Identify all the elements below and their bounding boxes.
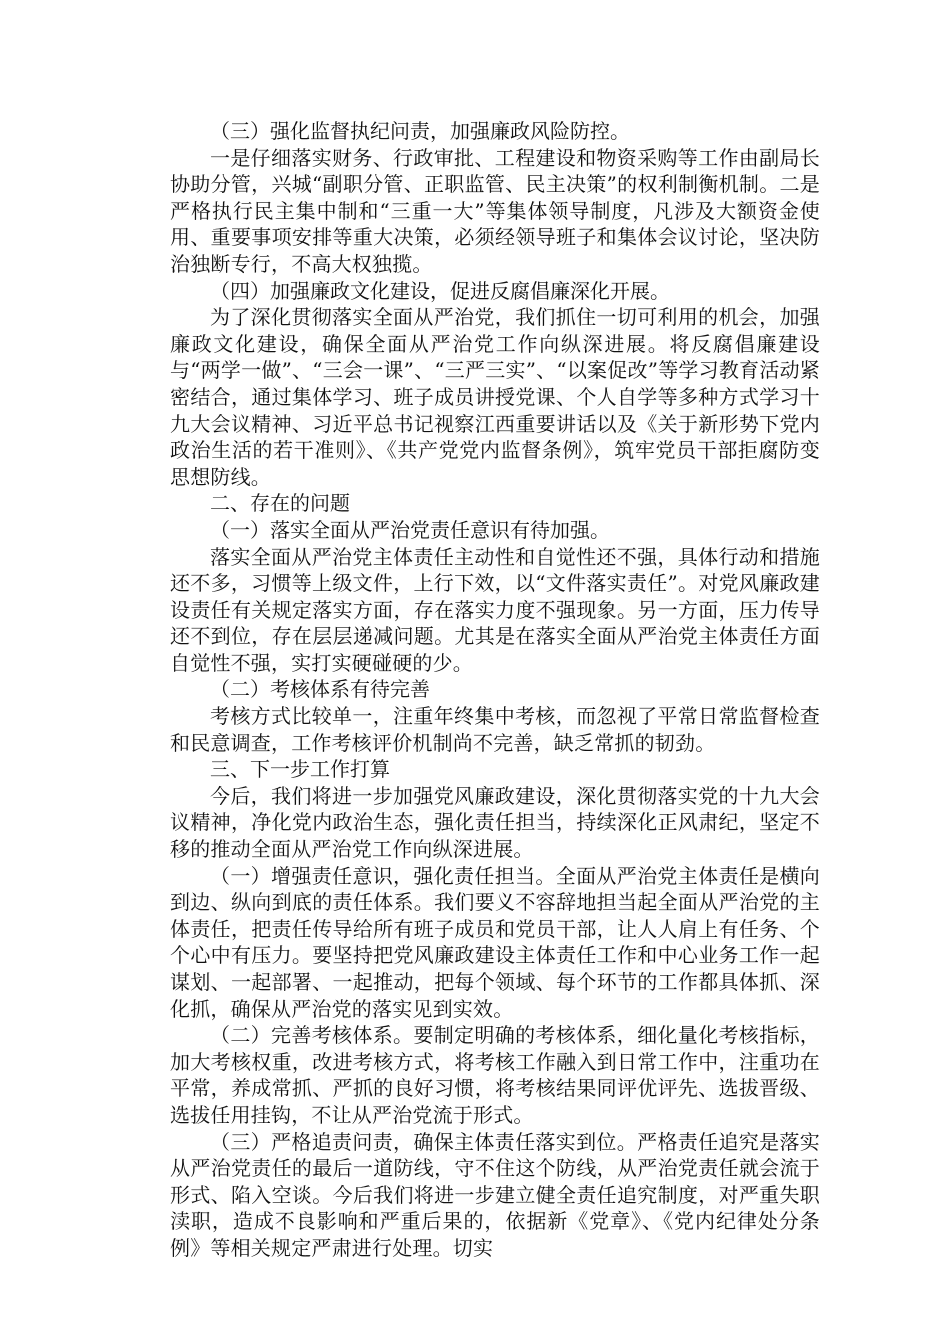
section-heading-next-steps: 三、下一步工作打算	[210, 757, 390, 782]
subheading-responsibility-awareness: （一）落实全面从严治党责任意识有待加强。	[210, 517, 610, 542]
paragraph-next-steps-three: （三）严格追责问责，确保主体责任落实到位。严格责任追究是落实从严治党责任的最后一道防线，守不住这个防线，从严治党责任就会流于形式、陷入空谈。今后我们将进一步建立健全责任追究制度，对严重失职渎职，造成不良影响和严重后果的，依据新《党章》、《党内纪律处分条例》等相关规定严肃进行处理。切实	[170, 1129, 820, 1260]
paragraph-next-steps-one: （一）增强责任意识，强化责任担当。全面从严治党主体责任是横向到边、纵向到底的责任体系。我们要义不容辞地担当起全面从严治党的主体责任，把责任传导给所有班子成员和党员干部，让人人肩上有任务、个个心中有压力。要坚持把党风廉政建设主体责任工作和中心业务工作一起谋划、一起部署、一起推动，把每个领域、每个环节的工作都具体抓、深化抓，确保从严治党的落实见到实效。	[170, 863, 820, 1021]
paragraph-assessment-body: 考核方式比较单一，注重年终集中考核，而忽视了平常日常监督检查和民意调查，工作考核评价机制尚不完善，缺乏常抓的韧劲。	[170, 704, 820, 755]
paragraph-culture-body: 为了深化贯彻落实全面从严治党，我们抓住一切可利用的机会，加强廉政文化建设，确保全面从严治党工作向纵深进展。将反腐倡廉建设与“两学一做”、“三会一课”、“三严三实”、“以案促改”等学习教育活动紧密结合，通过集体学习、班子成员讲授党课、个人自学等多种方式学习十九大会议精神、习近平总书记视察江西重要讲话以及《关于新形势下党内政治生活的若干准则》、《共产党党内监督条例》，筑牢党员干部拒腐防变思想防线。	[170, 305, 820, 489]
subheading-assessment-system: （二）考核体系有待完善	[210, 677, 430, 702]
section-heading-problems: 二、存在的问题	[210, 491, 350, 516]
paragraph-next-steps-two: （二）完善考核体系。要制定明确的考核体系，细化量化考核指标，加大考核权重，改进考核方式，将考核工作融入到日常工作中，注重功在平常，养成常抓、严抓的良好习惯，将考核结果同评优评先、选拔晋级、选拔任用挂钩，不让从严治党流于形式。	[170, 1023, 820, 1127]
subheading-culture: （四）加强廉政文化建设，促进反腐倡廉深化开展。	[210, 278, 670, 303]
paragraph-supervision-body: 一是仔细落实财务、行政审批、工程建设和物资采购等工作由副局长协助分管，兴城“副职分管、正职监管、民主决策”的权利制衡机制。二是严格执行民主集中制和“三重一大”等集体领导制度，凡涉及大额资金使用、重要事项安排等重大决策，必须经领导班子和集体会议讨论，坚决防治独断专行，不高大权独揽。	[170, 145, 820, 276]
paragraph-responsibility-body: 落实全面从严治党主体责任主动性和自觉性还不强，具体行动和措施还不多，习惯等上级文件，上行下效，以“文件落实责任”。对党风廉政建设责任有关规定落实方面，存在落实力度不强现象。另一方面，压力传导还不到位，存在层层递减问题。尤其是在落实全面从严治党主体责任方面自觉性不强，实打实硬碰硬的少。	[170, 544, 820, 675]
subheading-supervision: （三）强化监督执纪问责，加强廉政风险防控。	[210, 119, 630, 143]
document-page	[170, 118, 820, 1262]
paragraph-next-steps-intro: 今后，我们将进一步加强党风廉政建设，深化贯彻落实党的十九大会议精神，净化党内政治生态，强化责任担当，持续深化正风肃纪，坚定不移的推动全面从严治党工作向纵深进展。	[170, 783, 820, 862]
